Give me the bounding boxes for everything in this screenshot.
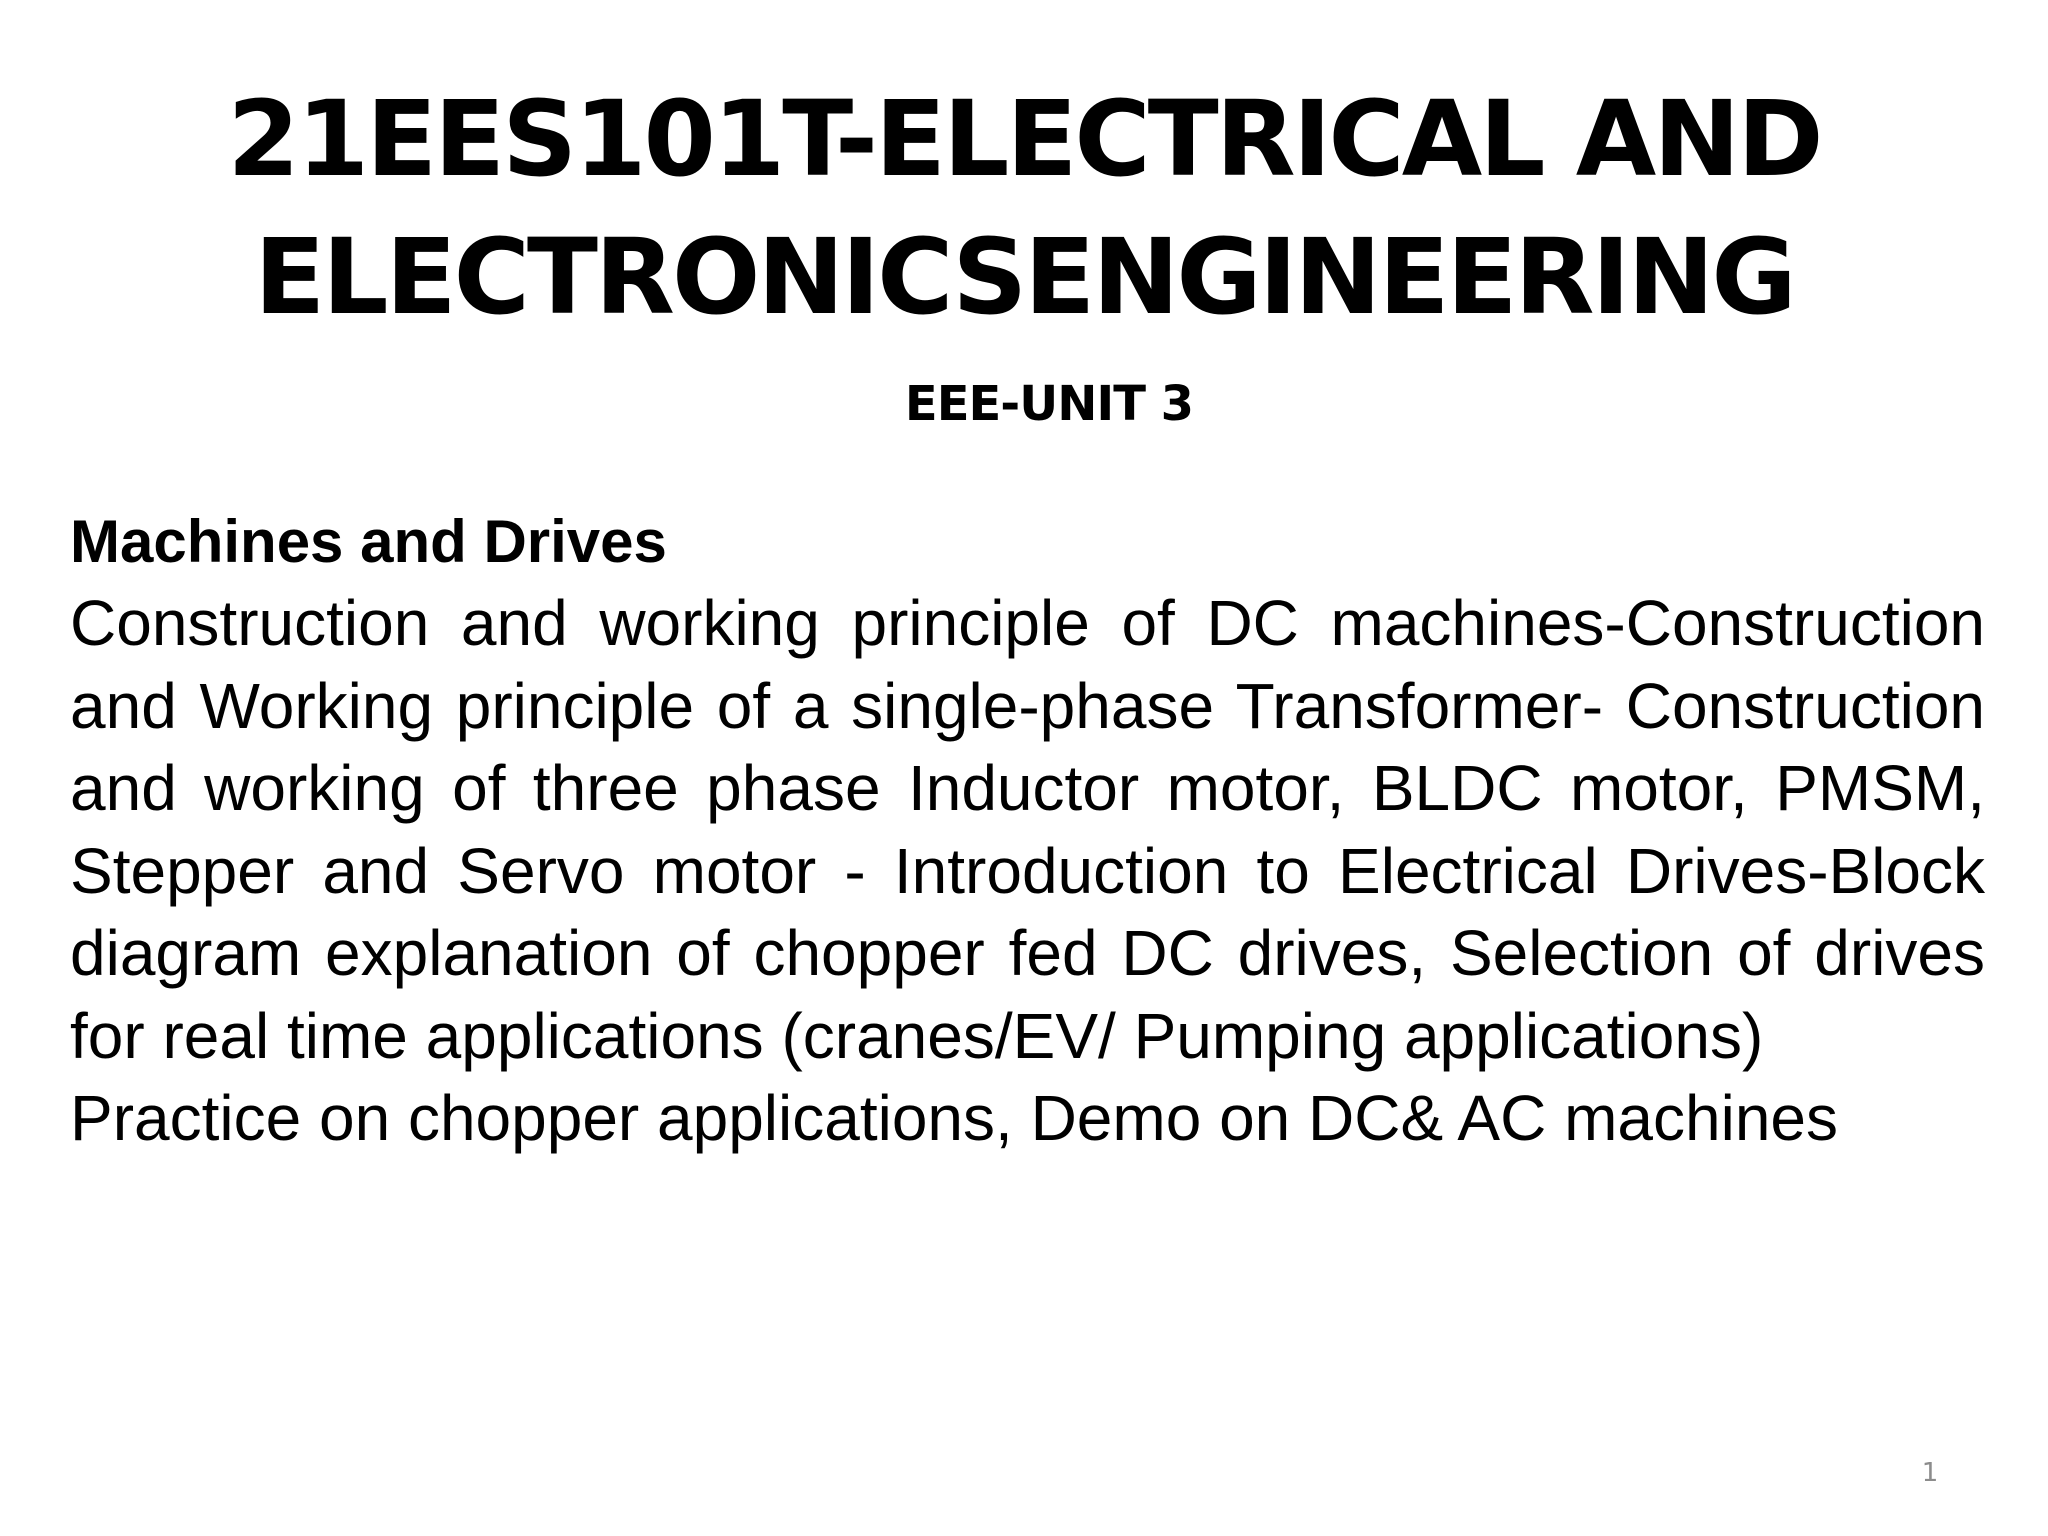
syllabus-paragraph: Construction and working principle of DC machines-Construction and Working principle of a single-phase Transformer- Construction and working of three phase Inductor motor, BLDC motor, PMSM, Stepper and Servo motor - Introduction to Electrical Drives-Block diagram explanation of chopper fed DC drives, Selection of drives for real time applications (cranes/EV/ Pumping applications) bbox=[70, 587, 1985, 1072]
slide-subtitle: EEE-UNIT 3 bbox=[904, 376, 1194, 432]
slide-title bbox=[100, 70, 1948, 346]
practice-line: Practice on chopper applications, Demo on DC& AC machines bbox=[70, 1082, 1838, 1154]
page-number: 1 bbox=[1921, 1458, 1939, 1488]
slide-body bbox=[70, 502, 1985, 1160]
section-heading: Machines and Drives bbox=[70, 508, 667, 575]
slide-title-line-2: ELECTRONICSENGINEERING bbox=[254, 216, 1794, 338]
slide-title-line-1: 21EES101T-ELECTRICAL AND bbox=[227, 78, 1821, 200]
